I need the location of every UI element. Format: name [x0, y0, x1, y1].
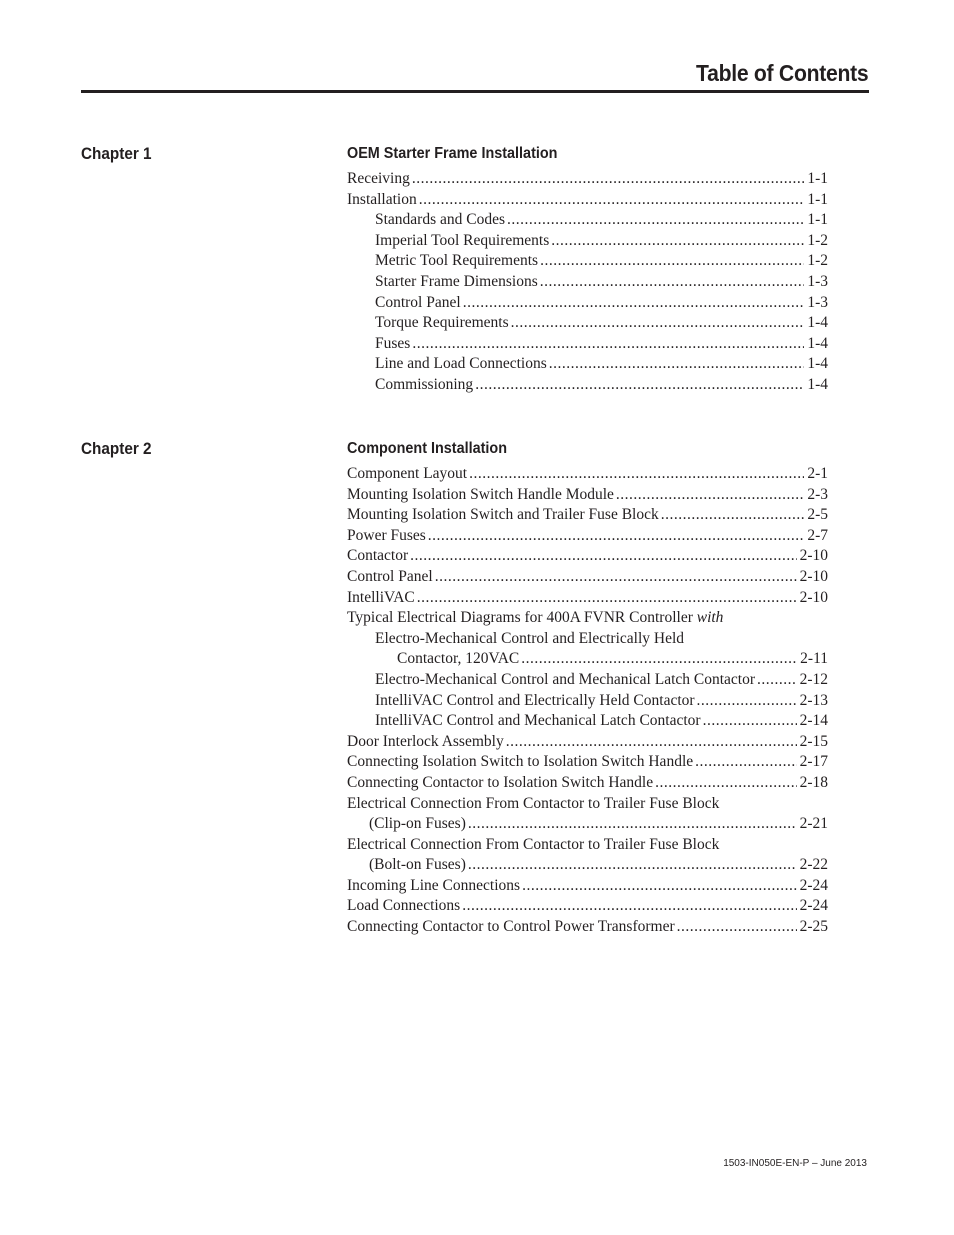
dot-leader — [463, 293, 805, 314]
toc-entry-title: Starter Frame Dimensions — [375, 272, 538, 290]
toc-entry-title: Mounting Isolation Switch Handle Module — [347, 485, 614, 503]
toc-entry-text — [375, 313, 509, 334]
toc-entry-title: Power Fuses — [347, 526, 426, 544]
dot-leader — [428, 526, 805, 547]
toc-entry-title: Connecting Contactor to Isolation Switch Handle — [347, 773, 654, 791]
toc-entry[interactable] — [347, 588, 828, 609]
toc-entry-text — [347, 567, 433, 588]
dot-leader — [419, 190, 805, 211]
toc-entry-title: Mounting Isolation Switch and Trailer Fuse Block — [347, 506, 659, 524]
toc-entry-text — [347, 608, 723, 629]
toc-page-number: 2-24 — [799, 876, 828, 894]
toc-entry-text — [375, 210, 505, 231]
toc-entry[interactable] — [347, 835, 828, 856]
toc-entry-title: Receiving — [347, 170, 410, 187]
toc-entry-text — [369, 814, 466, 835]
dot-leader — [540, 251, 804, 272]
toc-page-number: 2-10 — [799, 567, 828, 585]
toc-entry-text — [347, 835, 719, 856]
toc-entry-text — [347, 526, 426, 547]
toc-entry-text — [375, 251, 538, 272]
dot-leader — [469, 464, 804, 485]
toc-entry[interactable] — [347, 855, 828, 876]
toc-entry-title: Line and Load Connections — [375, 355, 547, 373]
toc-entry-text — [375, 293, 461, 314]
toc-entry[interactable] — [347, 313, 828, 334]
toc-page-number: 2-13 — [799, 691, 828, 709]
toc-page-number: 1-1 — [807, 211, 828, 229]
toc-entry-text — [375, 375, 473, 396]
toc-page-number: 2-1 — [807, 465, 828, 482]
toc-page-number: 2-14 — [799, 712, 828, 730]
toc-entry-text — [369, 855, 466, 876]
toc-entry-title: Electrical Connection From Contactor to Trailer Fuse Block — [347, 835, 720, 853]
toc-entry-title: (Clip-on Fuses) — [369, 815, 466, 833]
toc-entry-title: Commissioning — [375, 375, 474, 393]
dot-leader — [697, 691, 797, 712]
toc-entry[interactable] — [347, 375, 828, 396]
toc-entry[interactable] — [347, 354, 828, 375]
toc-entry-title: Load Connections — [347, 897, 461, 915]
dot-leader — [410, 546, 796, 567]
toc-page-number: 1-4 — [807, 355, 828, 373]
toc-entry[interactable] — [347, 210, 828, 231]
toc-entry[interactable] — [347, 251, 828, 272]
toc-entry-text — [347, 752, 693, 773]
toc-entry[interactable] — [347, 629, 828, 650]
toc-entry[interactable] — [347, 649, 828, 670]
toc-page-number: 1-4 — [807, 314, 828, 332]
toc-entry-text — [375, 334, 410, 355]
chapter-2-entries — [347, 464, 828, 938]
toc-entry-text — [397, 649, 519, 670]
toc-entry-title: Component Layout — [347, 465, 468, 482]
toc-entry-title: Installation — [347, 190, 417, 208]
dot-leader — [549, 354, 805, 375]
toc-entry-text — [347, 485, 614, 506]
toc-page-number: 1-1 — [807, 190, 828, 208]
dot-leader — [468, 855, 797, 876]
toc-entry-text — [347, 464, 467, 485]
toc-page-number: 1-2 — [807, 231, 828, 249]
toc-entry[interactable] — [347, 334, 828, 355]
toc-entry-text — [375, 272, 538, 293]
toc-entry-title: Fuses — [375, 334, 411, 352]
toc-entry-title: Electrical Connection From Contactor to Trailer Fuse Block — [347, 794, 720, 812]
chapter-2-title: Component Installation — [347, 440, 508, 457]
toc-entry[interactable] — [347, 293, 828, 314]
toc-entry[interactable] — [347, 231, 828, 252]
dot-leader — [655, 773, 797, 794]
toc-page-number: 1-3 — [807, 272, 828, 290]
toc-entry-text — [347, 546, 408, 567]
toc-entry[interactable] — [347, 896, 828, 917]
dot-leader — [462, 896, 796, 917]
toc-entry[interactable] — [347, 711, 828, 732]
toc-entry-title: Torque Requirements — [375, 314, 509, 332]
toc-entry-title: Contactor, 120VAC — [397, 650, 520, 668]
toc-entry[interactable] — [347, 814, 828, 835]
toc-entry[interactable] — [347, 464, 828, 485]
dot-leader — [521, 649, 797, 670]
toc-page-number: 2-21 — [799, 815, 828, 833]
toc-entry[interactable] — [347, 526, 828, 547]
toc-entry[interactable] — [347, 485, 828, 506]
toc-entry-title: (Bolt-on Fuses) — [369, 856, 466, 874]
page-title: Table of Contents — [695, 60, 868, 86]
toc-entry-title: Connecting Contactor to Control Power Transformer — [347, 918, 675, 936]
dot-leader — [412, 169, 804, 190]
toc-entry-text — [375, 354, 547, 375]
dot-leader — [540, 272, 805, 293]
dot-leader — [695, 752, 796, 773]
toc-entry-title: Door Interlock Assembly — [347, 732, 504, 750]
toc-entry[interactable] — [347, 546, 828, 567]
toc-entry-text — [347, 505, 659, 526]
toc-entry-text — [375, 691, 695, 712]
toc-page-number: 2-3 — [807, 485, 828, 503]
toc-page-number: 1-2 — [807, 252, 828, 270]
toc-entry[interactable] — [347, 732, 828, 753]
toc-page-number: 1-1 — [807, 170, 828, 187]
toc-page-number: 2-15 — [799, 732, 828, 750]
title-rule — [81, 90, 869, 93]
toc-entry[interactable] — [347, 670, 828, 691]
toc-entry-title: Control Panel — [375, 293, 461, 311]
toc-entry-title: Connecting Isolation Switch to Isolation Switch Handle — [347, 753, 694, 771]
toc-entry-title: IntelliVAC Control and Electrically Held Contactor — [375, 691, 695, 709]
toc-entry-title: IntelliVAC — [347, 588, 415, 606]
toc-entry-title: IntelliVAC Control and Mechanical Latch Contactor — [375, 712, 701, 730]
toc-page-number: 2-10 — [799, 547, 828, 565]
dot-leader — [551, 231, 804, 252]
toc-page-number: 1-3 — [807, 293, 828, 311]
dot-leader — [703, 711, 797, 732]
toc-entry-text — [375, 629, 684, 650]
toc-page-number: 2-24 — [799, 897, 828, 915]
toc-entry-text — [347, 794, 719, 815]
toc-entry[interactable] — [347, 169, 828, 190]
toc-entry-title: Typical Electrical Diagrams for 400A FVNR Controller — [347, 609, 693, 627]
toc-entry[interactable] — [347, 567, 828, 588]
dot-leader — [507, 210, 804, 231]
toc-page-number: 2-12 — [799, 670, 828, 688]
toc-entry-title: Metric Tool Requirements — [375, 252, 539, 270]
chapter-1-label: Chapter 1 — [81, 144, 152, 163]
chapter-1-entries — [347, 169, 828, 396]
toc-entry[interactable] — [347, 794, 828, 815]
toc-page-number: 2-11 — [800, 650, 828, 668]
dot-leader — [616, 485, 804, 506]
toc-page-number: 2-25 — [799, 918, 828, 936]
dot-leader — [506, 732, 797, 753]
toc-entry[interactable] — [347, 190, 828, 211]
footer-doc-id: 1503-IN050E-EN-P – June 2013 — [723, 1158, 867, 1169]
toc-entry-title: Imperial Tool Requirements — [375, 231, 550, 249]
toc-entry-title: Electro-Mechanical Control and Electrically Held — [375, 629, 685, 647]
toc-entry[interactable] — [347, 691, 828, 712]
chapter-1-title: OEM Starter Frame Installation — [347, 145, 558, 162]
toc-entry-title: Electro-Mechanical Control and Mechanical Latch Contactor — [375, 670, 756, 688]
dot-leader — [417, 588, 797, 609]
toc-entry[interactable] — [347, 752, 828, 773]
toc-entry-text — [375, 711, 701, 732]
dot-leader — [435, 567, 797, 588]
toc-entry[interactable] — [347, 773, 828, 794]
dot-leader — [661, 505, 805, 526]
toc-entry-text — [347, 773, 653, 794]
dot-leader — [475, 375, 804, 396]
toc-page-number: 2-22 — [799, 856, 828, 874]
toc-entry-text — [375, 670, 755, 691]
toc-page-number: 1-4 — [807, 375, 828, 393]
toc-entry-text — [347, 588, 415, 609]
toc-page-number: 1-4 — [807, 334, 828, 352]
toc-page-number: 2-7 — [807, 526, 828, 544]
toc-entry[interactable] — [347, 272, 828, 293]
dot-leader — [522, 876, 797, 897]
dot-leader — [412, 334, 804, 355]
toc-entry-text — [347, 876, 520, 897]
toc-entry-title: Standards and Codes — [375, 211, 506, 229]
toc-entry-title: Incoming Line Connections — [347, 876, 521, 894]
toc-page-number: 2-10 — [799, 588, 828, 606]
toc-entry-title: Control Panel — [347, 567, 433, 585]
toc-entry-text — [347, 169, 410, 190]
toc-page-number: 2-17 — [799, 753, 828, 771]
toc-page-number: 2-5 — [807, 506, 828, 524]
toc-entry[interactable] — [347, 876, 828, 897]
chapter-2-label: Chapter 2 — [81, 439, 152, 458]
dot-leader — [677, 917, 797, 938]
toc-entry-text — [347, 732, 504, 753]
toc-entry[interactable] — [347, 917, 828, 938]
toc-entry[interactable] — [347, 505, 828, 526]
toc-page-number: 2-18 — [799, 773, 828, 791]
toc-entry-italic: with — [696, 609, 724, 627]
toc-entry-title: Contactor — [347, 547, 409, 565]
toc-entry[interactable] — [347, 608, 828, 629]
toc-entry-text — [347, 190, 417, 211]
dot-leader — [468, 814, 797, 835]
dot-leader — [511, 313, 805, 334]
toc-entry-text — [375, 231, 549, 252]
toc-entry-text — [347, 917, 675, 938]
dot-leader — [757, 670, 797, 691]
toc-entry-text — [347, 896, 460, 917]
